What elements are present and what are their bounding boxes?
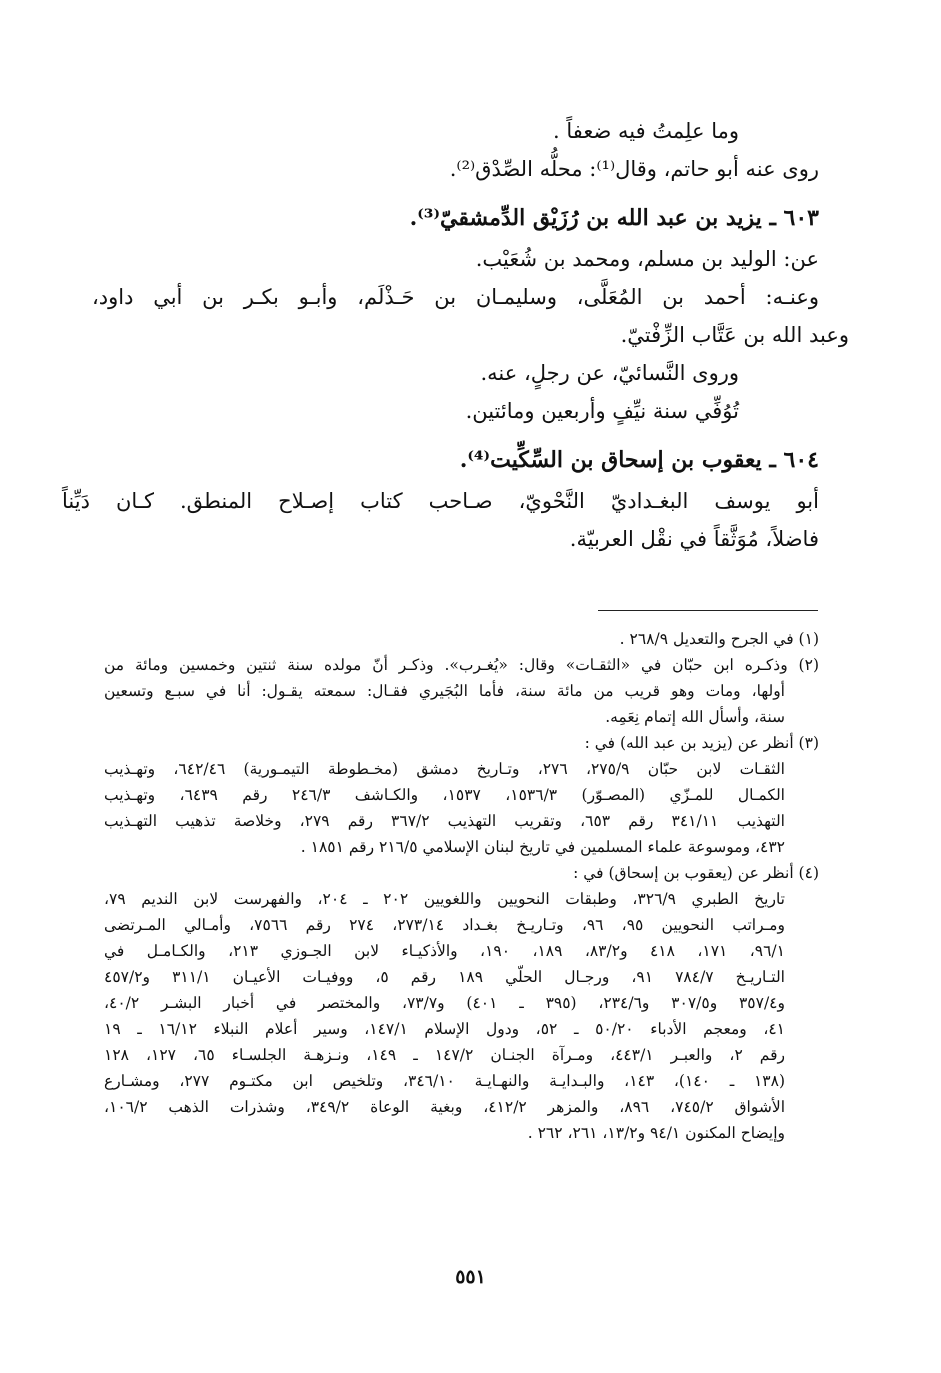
text-line: تُوُفِّي سنة نيِّفٍ وأربعين ومائتين. <box>465 399 739 423</box>
text-line: روى عنه أبو حاتم، وقال⁽¹⁾: محلُّه الصِّدْق⁽²⁾. <box>449 157 819 181</box>
footnote-line: ٩٦/١، ١٧١، ٤١٨ و٨٣/٢، ١٨٩، ١٩٠، والأذكيـاء لابن الجـوزي ٢١٣، والكـامـل في <box>104 942 785 960</box>
footnote-line: رقم ٢، والعبـر ٤٤٣/١، ومـرآة الجنـان ١٤٧/٢ ـ ١٤٩، ونـزهـة الجلسـاء ٦٥، ١٢٧، ١٢٨ <box>104 1046 785 1064</box>
footnote-line: أولها، ومات وهو قريب من مائة سنة، فأما البُجَيري فقـال: سمعته يقـول: أنا في سبـع وتسعين <box>104 682 785 700</box>
footnote-line: ٤٣٢، وموسوعة علماء المسلمين في تاريخ لبنان الإسلامي ٢١٦/٥ رقم ١٨٥١ . <box>300 838 785 856</box>
entry-heading-603: ٦٠٣ ـ يزيد بن عبد الله بن رُزَيْق الدِّمشقيّ⁽³⁾. <box>409 205 819 231</box>
footnote-line: ٤١، ومعجم الأدباء ٥٠/٢٠ ـ ٥٢، ودول الإسلام ١٤٧/١، وسير أعلام النبلاء ١٦/١٢ ـ ١٩ <box>104 1020 785 1038</box>
footnote-line: (١٣٨ ـ ١٤٠)، ١٤٣، والبـدايـة والنهـايـة ٣٤٦/١٠، وتلخيص ابن مكتـوم ٢٧٧، ومشـارع <box>104 1072 786 1090</box>
footnotes <box>104 626 819 1146</box>
footnote-line: وإيضاح المكنون ٩٤/١ و١٣/٢، ٢٦١، ٢٦٢ . <box>527 1124 785 1142</box>
footnote-separator <box>598 610 818 611</box>
footnote-line: (١) في الجرح والتعديل ٢٦٨/٩ . <box>619 630 819 648</box>
page-number: ٥٥١ <box>455 1266 486 1288</box>
footnote-line: تاريخ الطبري ٣٢٦/٩، وطبقات النحويين واللغويين ٢٠٢ ـ ٢٠٤، والفهرست لابن النديم ٧٩، <box>104 890 785 908</box>
footnote-line: الكمـال للمـزّي (المصـوّر) ١٥٣٦/٣، ١٥٣٧، والكـاشف ٢٤٦/٣ رقم ٦٤٣٩، وتهـذيب <box>104 786 785 804</box>
footnote-line: ومـراتب النحويين ٩٥، ٩٦، وتـاريـخ بغـداد ٢٧٣/١٤، ٢٧٤ رقم ٧٥٦٦، وأمـالي المـرتضى <box>104 916 785 934</box>
text-line: وعنـه: أحمد بن المُعَلَّى، وسليمـان بن حَـذْلَم، وأبـو بكـر بن أبي داود، <box>92 285 819 309</box>
footnote-line: (٤) أنظر عن (يعقوب بن إسحاق) في : <box>573 864 819 882</box>
entry-heading-604: ٦٠٤ ـ يعقوب بن إسحاق بن السِّكِّيت⁽⁴⁾. <box>459 447 819 473</box>
footnote-line: (٢) وذكـره ابن حبّان في «الثقـات» وقال: «يُغـرب». وذكـر أنّ مولده سنة ثنتين وخمسين ومائة من <box>104 656 819 674</box>
text-line: وروى النَّسائيّ، عن رجلٍ، عنه. <box>480 361 739 385</box>
footnote-line: (٣) أنظر عن (يزيد بن عبد الله) في : <box>584 734 819 752</box>
footnote-line: الثقـات لابن حبّان ٢٧٥/٩، ٢٧٦، وتـاريخ دمشق (مخـطوطة التيمـورية) ٦٤٢/٤٦، وتهـذيب <box>104 760 785 778</box>
text-line: فاضلاً، مُوَثَّقاً في نقْل العربيّة. <box>569 527 819 551</box>
text-line: وعبد الله بن عَتَّاب الزِّفْتيّ. <box>620 323 849 347</box>
main-text <box>62 112 849 558</box>
footnote-line: التـاريـخ ٧٨٤/٧ ٩١، ورجـال الحلّي ١٨٩ رقم ٥، ووفيـات الأعيـان ٣١١/١ و٤٥٧/٢ <box>104 968 785 986</box>
footnote-line: سنة، وأسأل الله إتمام نِعَمِه. <box>605 708 785 726</box>
text-line: وما علِمتُ فيه ضعفاً . <box>552 119 739 143</box>
footnote-line: الأشواق ٧٤٥/٢، ٨٩٦، والمزهر ٤١٢/٢، وبغية الوعاة ٣٤٩/٢، وشذرات الذهب ١٠٦/٢، <box>104 1098 785 1116</box>
text-line: عن: الوليد بن مسلم، ومحمد بن شُعَيْب. <box>475 247 819 271</box>
footnote-line: التهذيب ٣٤١/١١ رقم ٦٥٣، وتقريب التهذيب ٣٦٧/٢ رقم ٢٧٩، وخلاصة تذهيب التهـذيب <box>104 812 785 830</box>
text-line: أبو يوسف البغـداديّ النَّحْويّ، صـاحب كتاب إصـلاح المنطق. كـان دَيِّناً <box>62 489 819 513</box>
footnote-line: و٣٥٧/٤ و٣٠٧/٥ و٢٣٤/٦، (٣٩٥ ـ ٤٠١) و٧٣/٧، والمختصر في أخبار البشـر ٤٠/٢، <box>104 994 785 1012</box>
